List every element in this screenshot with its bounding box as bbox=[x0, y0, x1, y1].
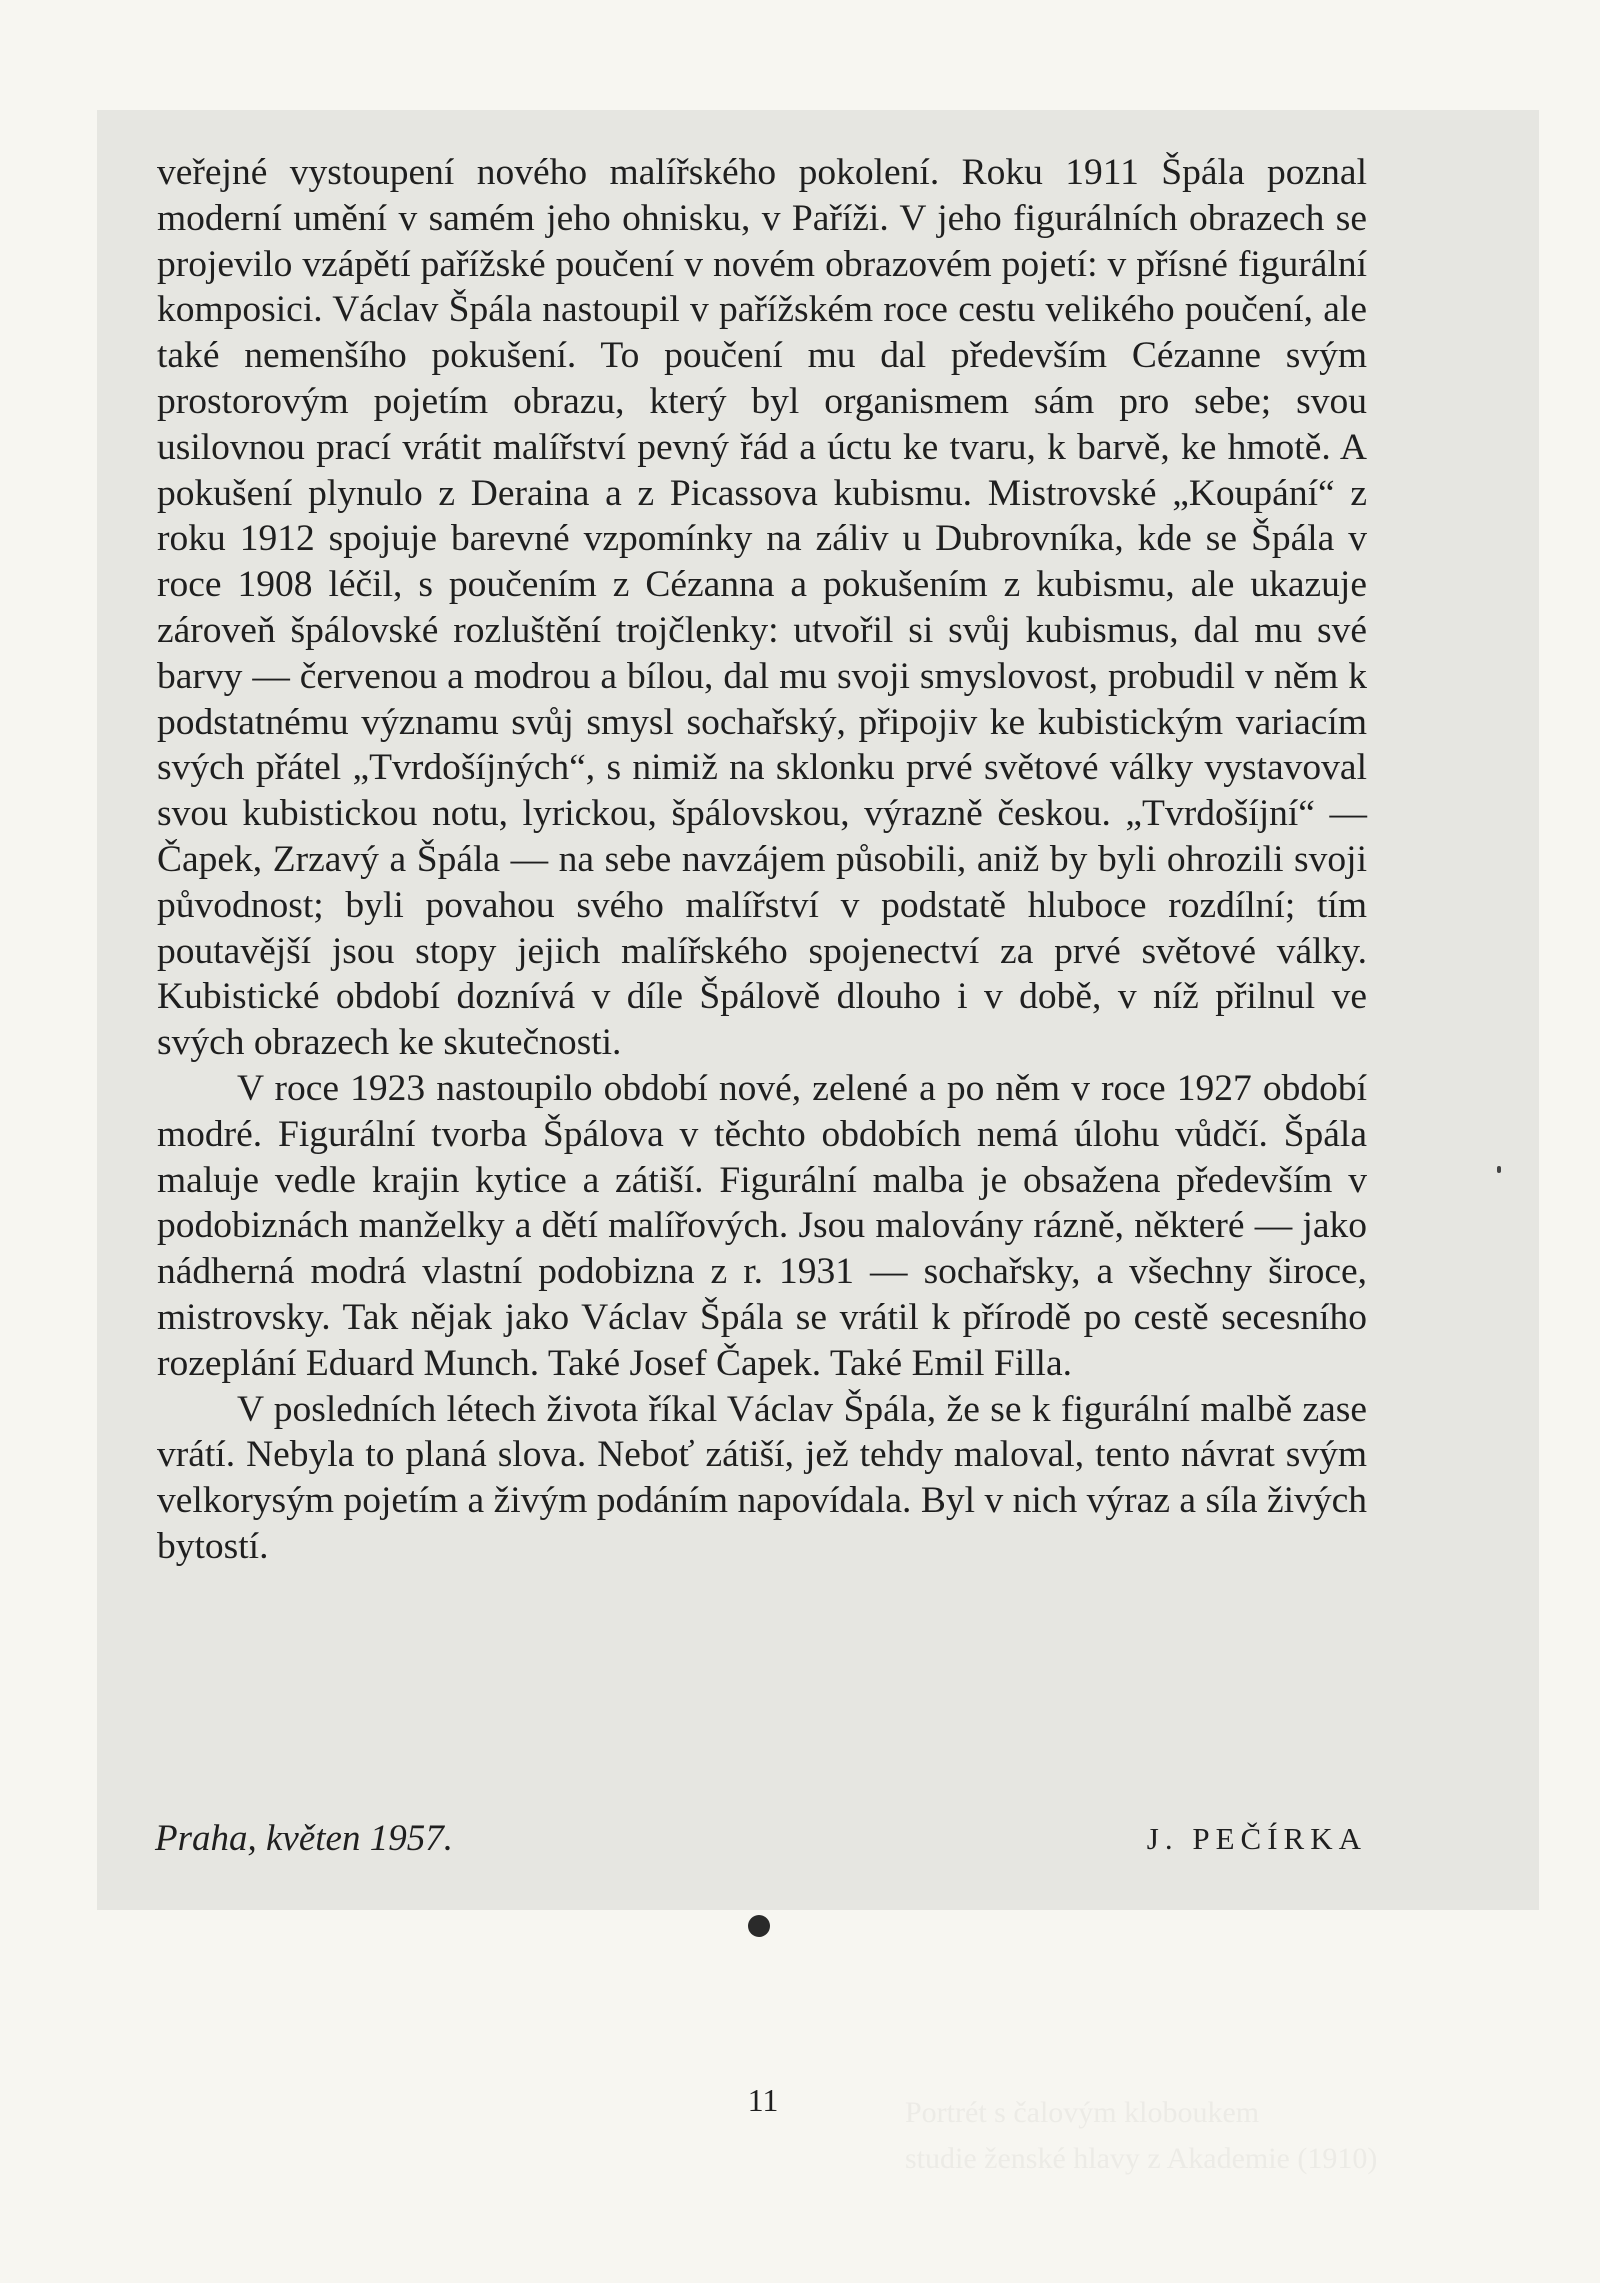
signature-row bbox=[155, 1814, 1367, 1864]
paragraph-2: V roce 1923 nastoupilo období nové, zelené a po něm v roce 1927 období modré. Figurální tvorba Špálova v těchto obdobích nemá úlohu vůdčí. Špála maluje vedle krajin kytice a zátiší. Figurální malba je obsažena především v podobiznách manželky a dětí malířových. Jsou malovány rázně, některé — jako nádherná modrá vlastní podobizna z r. 1931 — sochařsky, a všechny široce, mistrovsky. Tak nějak jako Václav Špála se vrátil k přírodě po cestě secesního rozeplání Eduard Munch. Také Josef Čapek. Také Emil Filla. bbox=[157, 1067, 1367, 1384]
show-through-caption bbox=[905, 2090, 1585, 2182]
paragraph-3: V posledních létech života říkal Václav Špála, že se k figurální malbě zase vrátí. Nebyla to planá slova. Neboť zátiší, jež tehdy maloval, tento návrat svým velkorysým pojetím a živým podáním napovídala. Byl v nich výraz a síla živých bytostí. bbox=[157, 1388, 1367, 1567]
page-number: 11 bbox=[747, 2082, 779, 2118]
margin-speck bbox=[1497, 1166, 1501, 1173]
paragraph-1: veřejné vystoupení nového malířského pokolení. Roku 1911 Špála poznal moderní umění v samém jeho ohnisku, v Paříži. V jeho figurálních obrazech se projevilo vzápětí pařížské poučení v novém obrazovém pojetí: v přísné figurální komposici. Václav Špála nastoupil v pařížském roce cestu velikého poučení, ale také nemenšího pokušení. To poučení mu dal především Cézanne svým prostorovým pojetím obrazu, který byl organismem sám pro sebe; svou usilovnou prací vrátit malířství pevný řád a úctu ke tvaru, k barvě, ke hmotě. A pokušení plynulo z Deraina a z Picassova kubismu. Mistrovské „Koupání“ z roku 1912 spojuje barevné vzpomínky na záliv u Dubrovníka, kde se Špála v roce 1908 léčil, s poučením z Cézanna a pokušením z kubismu, ale ukazuje zároveň špálovské rozluštění trojčlenky: utvořil si svůj kubismus, dal mu své barvy — červenou a modrou a bílou, dal mu svoji smyslovost, probudil v něm k podstatnému významu svůj smysl sochařský, připojiv ke kubistickým variacím svých přátel „Tvrdošíjných“, s nimiž na sklonku prvé světové války vystavoval svou kubistickou notu, lyrickou, špálovskou, výrazně českou. „Tvrdošíjní“ — Čapek, Zrzavý a Špála — na sebe navzájem působili, aniž by byli ohrozili svoji původnost; byli povahou svého malířství v podstatě hluboce rozdílní; tím poutavější jsou stopy jejich malířského spojenectví za prvé světové války. Kubistické období doznívá v díle Špálově dlouho i v době, v níž přilnul ve svých obrazech ke skutečnosti. bbox=[157, 152, 1367, 1064]
show-through-line-1: Portrét s čalovým kloboukem bbox=[905, 2096, 1260, 2129]
printer-ornament-icon bbox=[748, 1915, 770, 1937]
article-body bbox=[157, 150, 1367, 1570]
place-date: Praha, květen 1957. bbox=[155, 1818, 453, 1859]
show-through-line-2: studie ženské hlavy z Akademie (1910) bbox=[905, 2142, 1378, 2175]
author-signature: J. PEČÍRKA bbox=[1146, 1821, 1367, 1856]
